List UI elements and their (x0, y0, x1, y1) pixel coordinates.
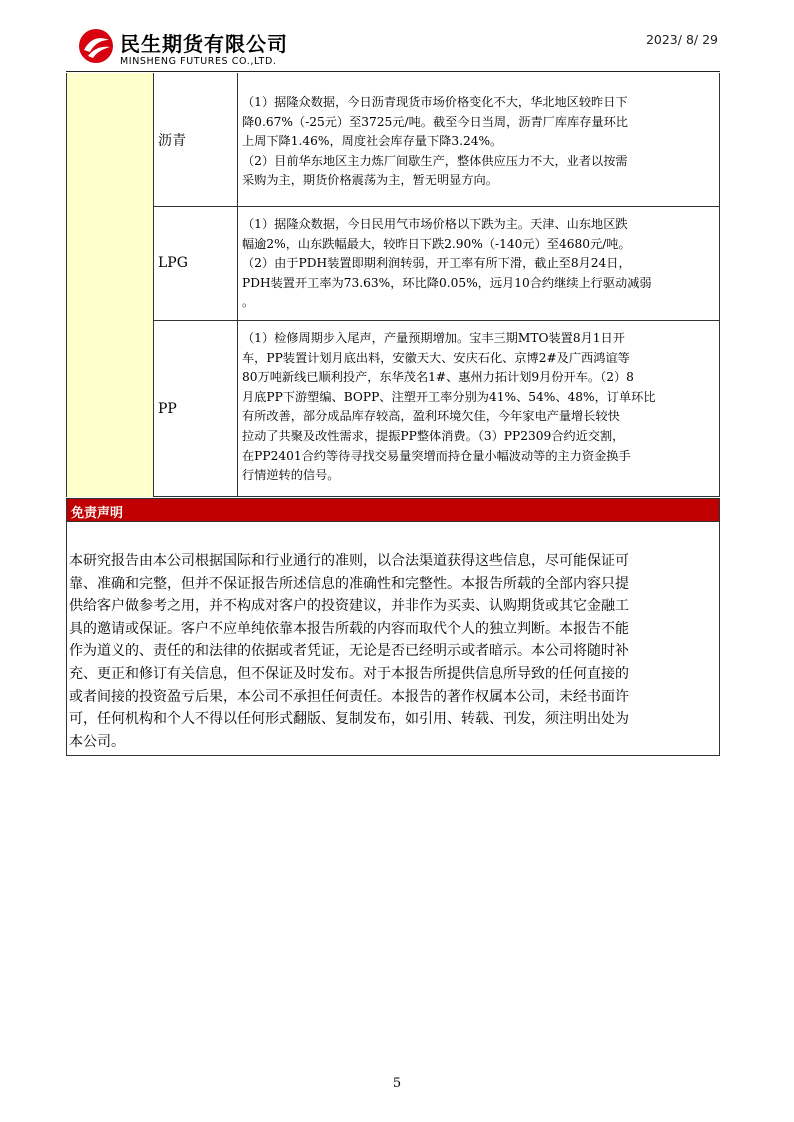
category-label: LPG (158, 255, 188, 271)
text-line: 供给客户做参考之用，并不构成对客户的投资建议，并非作为买卖、认购期货或其它金融工 (69, 598, 629, 615)
text-line: 拉动了共聚及改性需求，提振PP整体消费。（3）PP2309合约近交割， (242, 428, 625, 443)
category-cell (154, 207, 238, 320)
text-line: （1）据隆众数据，今日沥青现货市场价格变化不大，华北地区较昨日下 (242, 95, 628, 109)
analysis-text (242, 93, 715, 191)
text-line: 具的邀请或保证。客户不应单纯依靠本报告所载的内容而取代个人的独立判断。本报告不能 (69, 620, 629, 637)
analysis-text (242, 215, 715, 313)
category-label: PP (158, 401, 177, 417)
table-row-pp (154, 321, 720, 497)
text-line: 车，PP装置计划月底出料，安徽天大、安庆石化、京博2#及广西鸿谊等 (242, 350, 630, 365)
disclaimer-text (69, 550, 714, 753)
category-cell (154, 73, 238, 206)
page-number: 5 (392, 1076, 402, 1091)
brand-name-en: MINSHENG FUTURES CO.,LTD. (120, 56, 277, 67)
text-line: 有所改善，部分成品库存较高，盈利环境欠佳，今年家电产量增长较快 (242, 409, 620, 424)
text-line: （1）据隆众数据，今日民用气市场价格以下跌为主。天津、山东地区跌 (242, 217, 628, 231)
minsheng-logo-icon (78, 28, 114, 64)
table-row-asphalt (154, 73, 720, 207)
disclaimer-header (66, 498, 720, 522)
table-row-lpg (154, 207, 720, 321)
sector-column (66, 73, 154, 497)
text-line: 上周下降1.46%，周度社会库存量下降3.24%。 (242, 134, 503, 149)
brand-name-cn: 民生期货有限公司 (120, 32, 288, 56)
report-date: 2023/ 8/ 29 (645, 32, 718, 47)
analysis-text (242, 329, 715, 486)
page-header (78, 26, 728, 72)
text-line: （2）目前华东地区主力炼厂间歇生产，整体供应压力不大，业者以按需 (242, 153, 628, 168)
text-line: 采购为主，期货价格震荡为主，暂无明显方向。 (242, 173, 498, 188)
text-line: 或者间接的投资盈亏后果，本公司不承担任何责任。本报告的著作权属本公司，未经书面许 (69, 688, 629, 705)
text-line: 。 (242, 295, 255, 310)
header-divider (66, 71, 720, 72)
text-line: 幅逾2%，山东跌幅最大，较昨日下跌2.90%（-140元）至4680元/吨。 (242, 236, 631, 251)
text-line: 本公司。 (69, 733, 125, 750)
text-line: 行情逆转的信号。 (242, 468, 340, 483)
text-line: 月底PP下游塑编、BOPP、注塑开工率分别为41%、54%、48%，订单环比 (242, 389, 656, 404)
text-line: 降0.67%（-25元）至3725元/吨。截至今日当周，沥青厂库库存量环比 (242, 114, 628, 129)
text-line: 靠、准确和完整，但并不保证报告所述信息的准确性和完整性。本报告所载的全部内容只提 (69, 575, 629, 592)
disclaimer-box (66, 522, 720, 756)
text-line: PDH装置开工率为73.63%，环比降0.05%，远月10合约继续上行驱动减弱 (242, 275, 652, 290)
text-line: （1）检修周期步入尾声，产量预期增加。宝丰三期MTO装置8月1日开 (242, 331, 625, 345)
commodity-table (66, 73, 720, 497)
disclaimer-title: 免责声明 (71, 506, 124, 521)
text-line: （2）由于PDH装置即期利润转弱，开工率有所下滑，截止至8月24日， (242, 256, 631, 271)
text-line: 作为道义的、责任的和法律的依据或者凭证，无论是否已经明示或者暗示。本公司将随时补 (69, 643, 629, 660)
text-line: 本研究报告由本公司根据国际和行业通行的准则，以合法渠道获得这些信息，尽可能保证可 (69, 553, 629, 569)
category-label: 沥青 (158, 133, 186, 149)
text-line: 可，任何机构和个人不得以任何形式翻版、复制发布，如引用、转载、刊发，须注明出处为 (69, 711, 629, 728)
category-cell (154, 321, 238, 496)
text-line: 充、更正和修订有关信息，但不保证及时发布。对于本报告所提供信息所导致的任何直接的 (69, 665, 629, 682)
text-line: 在PP2401合约等待寻找交易量突增而持仓量小幅波动等的主力资金换手 (242, 448, 631, 463)
text-line: 80万吨新线已顺利投产，东华茂名1#、惠州力拓计划9月份开车。（2）8 (242, 370, 634, 385)
